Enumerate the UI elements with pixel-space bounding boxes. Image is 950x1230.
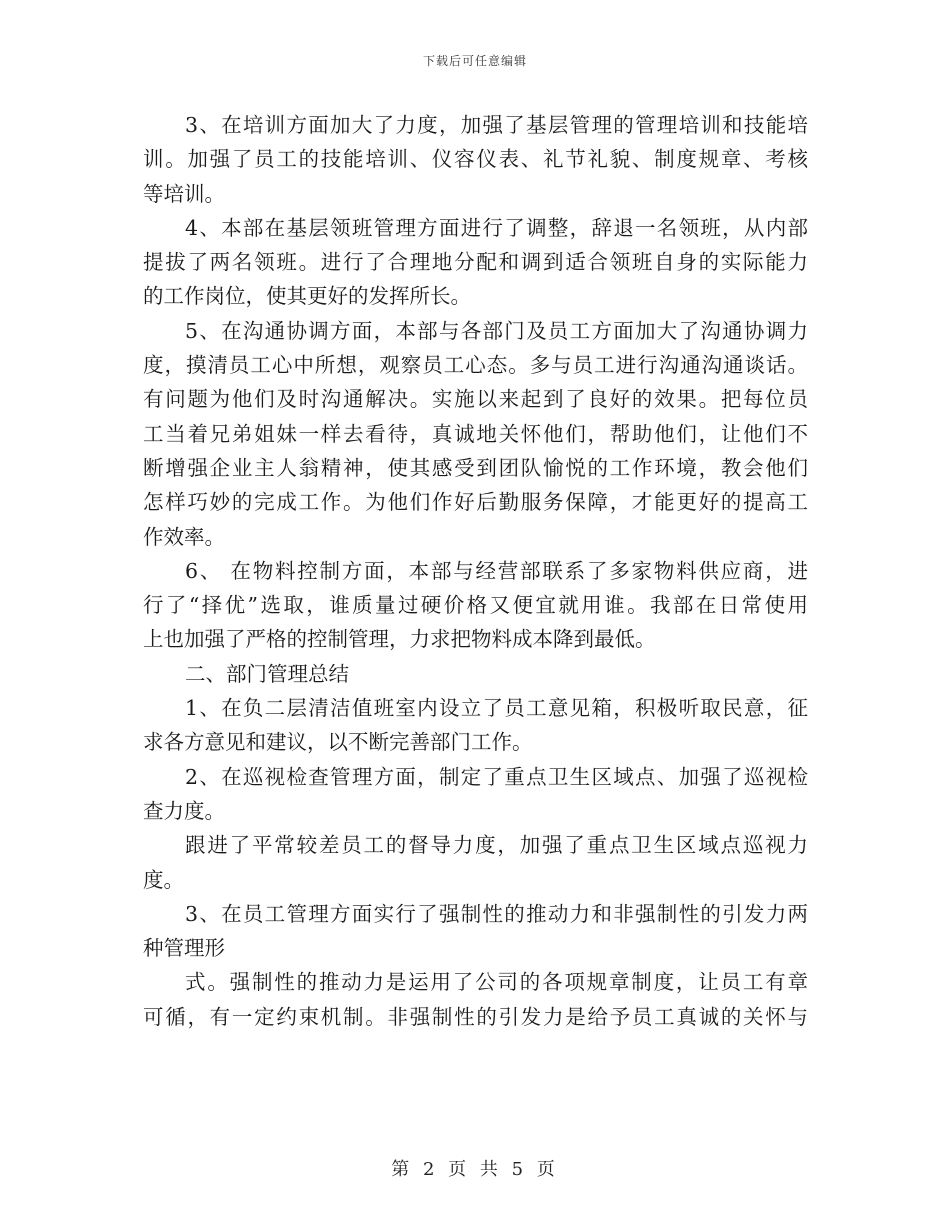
body-line: 2、在巡视检查管理方面，制定了重点卫生区域点、加强了巡视检 <box>185 764 808 789</box>
body-line: 作效率。 <box>143 524 225 549</box>
body-line: 的工作岗位，使其更好的发挥所长。 <box>143 284 471 309</box>
body-line: 断增强企业主人翁精神，使其感受到团队愉悦的工作环境，教会他们 <box>143 455 808 480</box>
body-line: 上也加强了严格的控制管理，力求把物料成本降到最低。 <box>143 627 656 652</box>
body-line: 4、本部在基层领班管理方面进行了调整，辞退一名领班，从内部 <box>185 215 808 240</box>
document-body <box>143 108 808 1034</box>
body-line: 求各方意见和建议，以不断完善部门工作。 <box>143 730 533 755</box>
body-line: 可循，有一定约束机制。非强制性的引发力是给予员工真诚的关怀与 <box>143 1004 808 1029</box>
body-line: 5、在沟通协调方面，本部与各部门及员工方面加大了沟通协调力 <box>185 318 808 343</box>
body-line: 查力度。 <box>143 798 225 823</box>
body-line: 3、在员工管理方面实行了强制性的推动力和非强制性的引发力两 <box>185 901 808 926</box>
body-line: 3、在培训方面加大了力度，加强了基层管理的管理培训和技能培 <box>185 113 808 137</box>
body-line: 度，摸清员工心中所想，观察员工心态。多与员工进行沟通沟通谈话。 <box>143 353 808 378</box>
body-line: 怎样巧妙的完成工作。为他们作好后勤服务保障，才能更好的提高工 <box>143 490 808 515</box>
body-line: 种管理形 <box>143 936 225 961</box>
page-number-footer: 第 2 页 共 5 页 <box>391 1159 559 1180</box>
body-line: 度。 <box>143 867 184 892</box>
body-line: 跟进了平常较差员工的督导力度，加强了重点卫生区域点巡视力 <box>185 833 808 858</box>
page-header-note: 下载后可任意编辑 <box>422 54 527 68</box>
body-line: 6、 在物料控制方面，本部与经营部联系了多家物料供应商，进 <box>185 558 808 583</box>
body-line: 式。强制性的推动力是运用了公司的各项规章制度，让员工有章 <box>185 970 808 995</box>
body-line: 提拔了两名领班。进行了合理地分配和调到适合领班自身的实际能力 <box>143 250 808 275</box>
body-line: 训。加强了员工的技能培训、仪容仪表、礼节礼貌、制度规章、考核 <box>143 147 808 172</box>
body-line: 工当着兄弟姐妹一样去看待，真诚地关怀他们，帮助他们，让他们不 <box>143 421 808 446</box>
body-line: 等培训。 <box>143 181 225 206</box>
body-line: 有问题为他们及时沟通解决。实施以来起到了良好的效果。把每位员 <box>143 387 808 412</box>
section-heading: 二、部门管理总结 <box>185 661 349 686</box>
body-line: 1、在负二层清洁值班室内设立了员工意见箱，积极听取民意，征 <box>185 696 808 721</box>
body-line: 行了“择优”选取，谁质量过硬价格又便宜就用谁。我部在日常使用 <box>143 593 808 618</box>
